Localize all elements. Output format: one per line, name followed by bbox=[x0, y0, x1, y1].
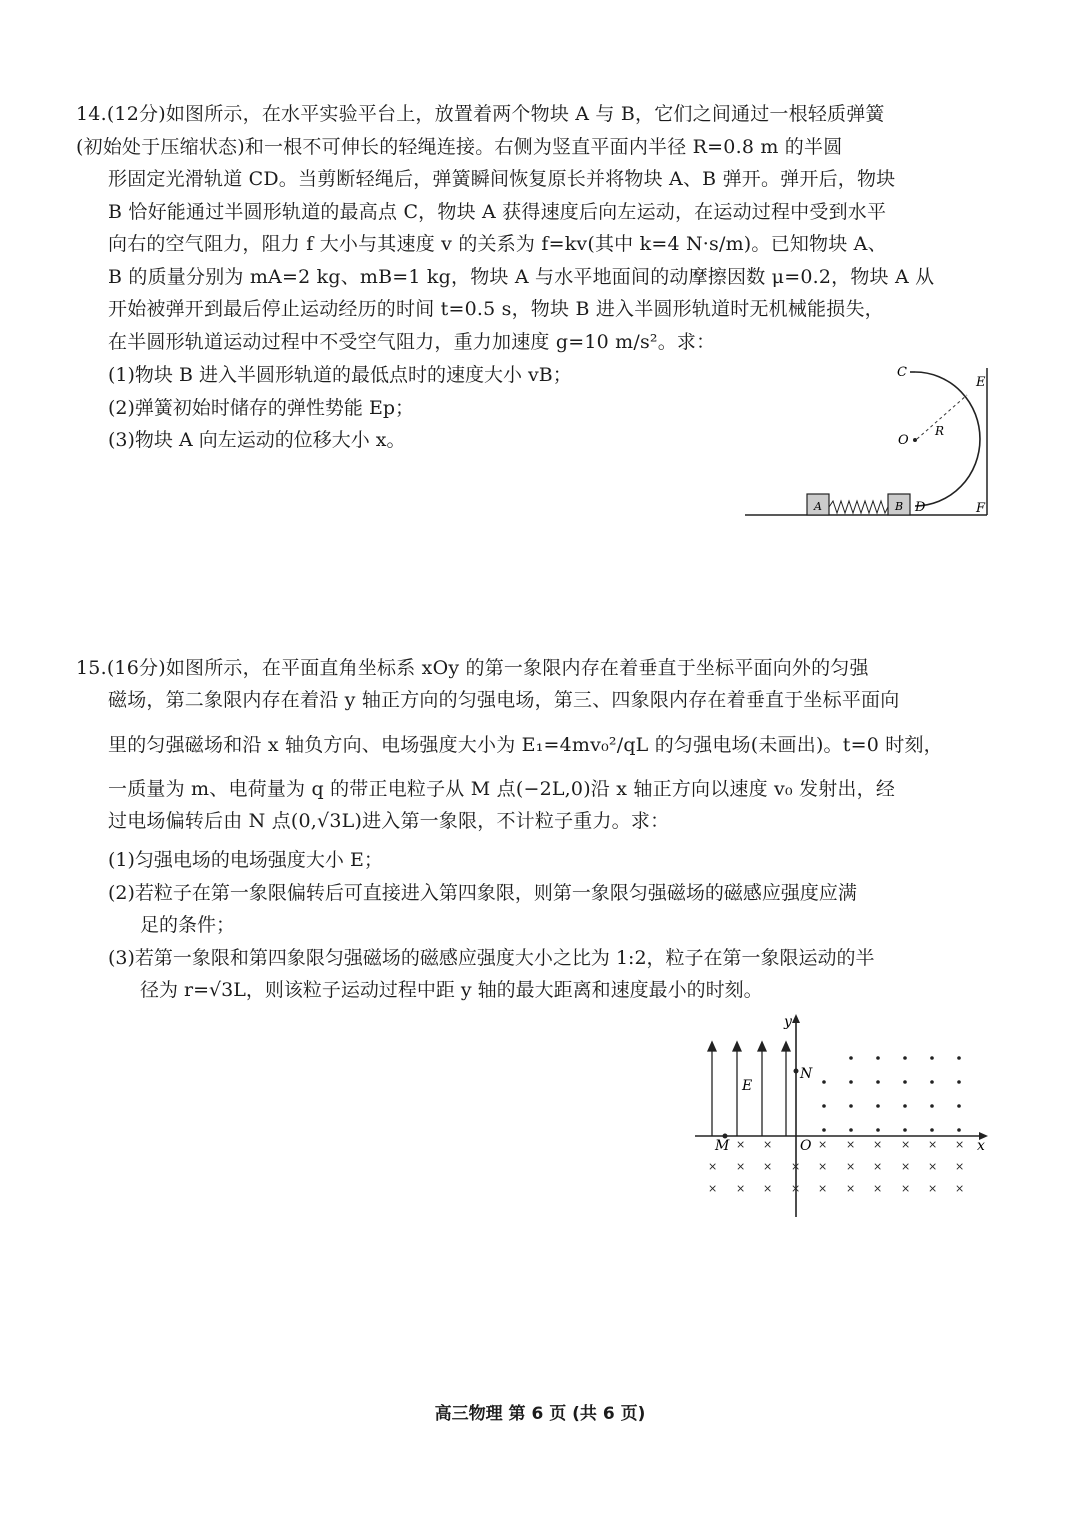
b-field-cross: × bbox=[901, 1182, 911, 1195]
b-field-cross: × bbox=[791, 1160, 801, 1173]
q15-line-1: 15.(16分)如图所示，在平面直角坐标系 xOy 的第一象限内存在着垂直于坐标平面向外的匀强 bbox=[76, 657, 869, 679]
b-field-dot bbox=[876, 1104, 880, 1108]
q14-sub-1: (1)物块 B 进入半圆形轨道的最低点时的速度大小 vB； bbox=[108, 364, 572, 386]
b-field-cross: × bbox=[736, 1138, 746, 1151]
b-field-dot bbox=[930, 1080, 934, 1084]
semicircle-track bbox=[915, 372, 980, 506]
q15-sub-3a: (3)若第一象限和第四象限匀强磁场的磁感应强度大小之比为 1:2，粒子在第一象限运动的半 bbox=[108, 947, 875, 969]
q15-line-2: 磁场，第二象限内存在着沿 y 轴正方向的匀强电场，第三、四象限内存在着垂直于坐标平面向 bbox=[108, 689, 900, 711]
label-b: B bbox=[895, 500, 904, 513]
label-y: y bbox=[784, 1014, 792, 1030]
b-field-dot bbox=[903, 1080, 907, 1084]
label-c: C bbox=[897, 365, 907, 380]
label-f: F bbox=[976, 501, 986, 516]
q14-figure bbox=[735, 360, 995, 525]
b-field-cross: × bbox=[846, 1182, 856, 1195]
q15-line-5: 过电场偏转后由 N 点(0,√3L)进入第一象限，不计粒子重力。求： bbox=[108, 810, 670, 832]
b-field-cross: × bbox=[928, 1138, 938, 1151]
b-field-cross: × bbox=[955, 1160, 965, 1173]
b-field-dot bbox=[957, 1104, 961, 1108]
q15-sub-2b: 足的条件； bbox=[140, 914, 236, 936]
b-field-dot bbox=[903, 1104, 907, 1108]
b-field-cross: × bbox=[763, 1160, 773, 1173]
b-field-cross: × bbox=[708, 1182, 718, 1195]
label-o: O bbox=[898, 433, 909, 448]
b-field-dot bbox=[957, 1128, 961, 1132]
b-field-cross: × bbox=[901, 1138, 911, 1151]
q14-line-4: B 恰好能通过半圆形轨道的最高点 C，物块 A 获得速度后向左运动，在运动过程中受到水平 bbox=[108, 201, 887, 223]
label-o: O bbox=[800, 1138, 812, 1154]
q14-line-2: (初始处于压缩状态)和一根不可伸长的轻绳连接。右侧为竖直平面内半径 R=0.8 m 的半圆 bbox=[76, 136, 843, 158]
b-field-dot bbox=[957, 1080, 961, 1084]
b-field-cross: × bbox=[873, 1160, 883, 1173]
b-field-cross: × bbox=[846, 1138, 856, 1151]
b-field-dot bbox=[930, 1104, 934, 1108]
q15-sub-1: (1)匀强电场的电场强度大小 E； bbox=[108, 849, 383, 871]
b-field-cross: × bbox=[901, 1160, 911, 1173]
label-x: x bbox=[977, 1138, 985, 1154]
b-field-cross: × bbox=[873, 1182, 883, 1195]
b-field-cross: × bbox=[955, 1138, 965, 1151]
b-field-cross: × bbox=[928, 1160, 938, 1173]
center-point bbox=[913, 438, 917, 442]
page-footer: 高三物理 第 6 页 (共 6 页) bbox=[434, 1404, 646, 1424]
b-field-out-dots bbox=[822, 1056, 961, 1132]
q14-sub-2: (2)弹簧初始时储存的弹性势能 Ep； bbox=[108, 397, 414, 419]
b-field-cross: × bbox=[955, 1182, 965, 1195]
q15-line-3: 里的匀强磁场和沿 x 轴负方向、电场强度大小为 E₁=4mv₀²/qL 的匀强电场(未画出)。t=0 时刻， bbox=[108, 734, 943, 756]
q14-line-8: 在半圆形轨道运动过程中不受空气阻力，重力加速度 g=10 m/s²。求： bbox=[108, 331, 716, 353]
b-field-dot bbox=[876, 1128, 880, 1132]
b-field-dot bbox=[849, 1080, 853, 1084]
label-e: E bbox=[742, 1078, 753, 1094]
b-field-cross: × bbox=[791, 1182, 801, 1195]
b-field-cross: × bbox=[818, 1160, 828, 1173]
q15-figure bbox=[690, 1012, 995, 1222]
b-field-dot bbox=[822, 1104, 826, 1108]
b-field-dot bbox=[849, 1104, 853, 1108]
b-field-in-crosses bbox=[708, 1138, 964, 1195]
label-d: D bbox=[915, 500, 926, 515]
b-field-dot bbox=[903, 1128, 907, 1132]
label-e: E bbox=[976, 375, 986, 390]
q15-line-4: 一质量为 m、电荷量为 q 的带正电粒子从 M 点(−2L,0)沿 x 轴正方向以速度 v₀ 发射出，经 bbox=[108, 778, 896, 800]
b-field-cross: × bbox=[763, 1138, 773, 1151]
b-field-dot bbox=[930, 1056, 934, 1060]
q14-line-5: 向右的空气阻力，阻力 f 大小与其速度 v 的关系为 f=kv(其中 k=4 N·s/m)。已知物块 A、 bbox=[108, 233, 887, 255]
spring bbox=[829, 501, 888, 513]
q14-line-1: 14.(12分)如图所示，在水平实验平台上，放置着两个物块 A 与 B，它们之间通过一根轻质弹簧 bbox=[76, 103, 885, 125]
q15-sub-3b: 径为 r=√3L，则该粒子运动过程中距 y 轴的最大距离和速度最小的时刻。 bbox=[140, 979, 763, 1001]
label-n: N bbox=[800, 1066, 813, 1082]
b-field-cross: × bbox=[873, 1138, 883, 1151]
q14-line-7: 开始被弹开到最后停止运动经历的时间 t=0.5 s，物块 B 进入半圆形轨道时无机械能损失， bbox=[108, 298, 884, 320]
b-field-dot bbox=[822, 1128, 826, 1132]
q14-sub-3: (3)物块 A 向左运动的位移大小 x。 bbox=[108, 429, 406, 451]
b-field-dot bbox=[822, 1080, 826, 1084]
point-n bbox=[794, 1069, 799, 1074]
b-field-cross: × bbox=[818, 1138, 828, 1151]
b-field-dot bbox=[876, 1056, 880, 1060]
b-field-dot bbox=[876, 1080, 880, 1084]
b-field-cross: × bbox=[736, 1160, 746, 1173]
b-field-dot bbox=[957, 1056, 961, 1060]
b-field-cross: × bbox=[708, 1160, 718, 1173]
label-r: R bbox=[935, 424, 945, 438]
label-a: A bbox=[814, 500, 822, 513]
b-field-cross: × bbox=[763, 1182, 773, 1195]
b-field-dot bbox=[903, 1056, 907, 1060]
label-m: M bbox=[715, 1138, 730, 1154]
b-field-cross: × bbox=[846, 1160, 856, 1173]
b-field-cross: × bbox=[818, 1182, 828, 1195]
b-field-cross: × bbox=[928, 1182, 938, 1195]
b-field-dot bbox=[849, 1056, 853, 1060]
b-field-dot bbox=[930, 1128, 934, 1132]
y-axis-arrow bbox=[792, 1014, 800, 1023]
q15-sub-2a: (2)若粒子在第一象限偏转后可直接进入第四象限，则第一象限匀强磁场的磁感应强度应满 bbox=[108, 882, 857, 904]
b-field-dot bbox=[849, 1128, 853, 1132]
q14-line-3: 形固定光滑轨道 CD。当剪断轻绳后，弹簧瞬间恢复原长并将物块 A、B 弹开。弹开后，物块 bbox=[108, 168, 896, 190]
b-field-cross: × bbox=[736, 1182, 746, 1195]
q14-line-6: B 的质量分别为 mA=2 kg、mB=1 kg，物块 A 与水平地面间的动摩擦因数 μ=0.2，物块 A 从 bbox=[108, 266, 935, 288]
